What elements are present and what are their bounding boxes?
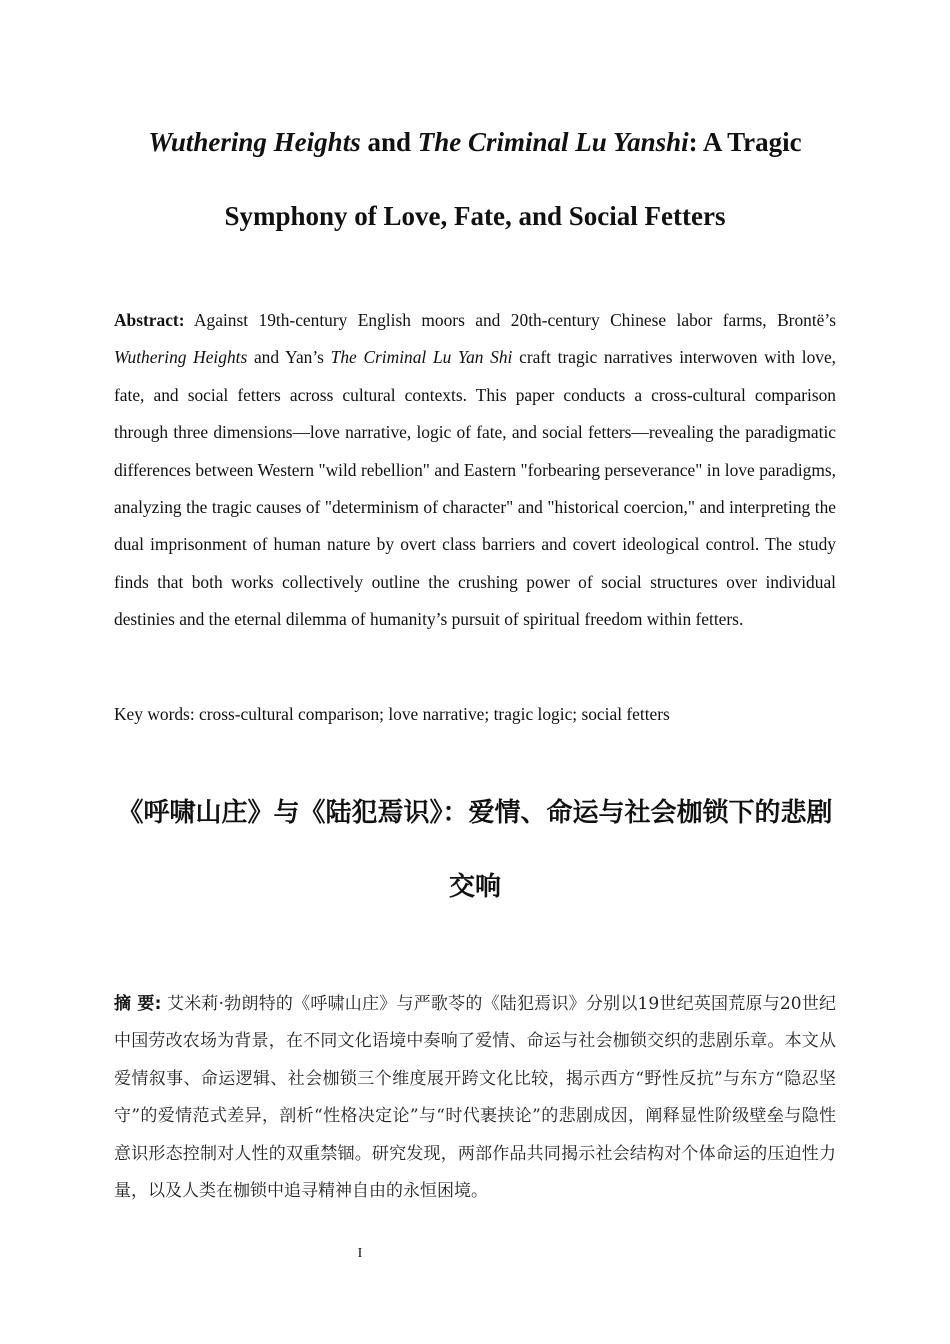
abstract-work-2: The Criminal Lu Yan Shi [330,347,513,368]
english-title-work-1: Wuthering Heights [148,127,361,157]
abstract-text-3: craft tragic narratives interwoven with love, fate, and social fetters across cultural contexts. This paper conducts a cross-cultural comparison through three dimensions—love narrative, logic of fate, and social fetters—revealing the paradigmatic differences between Western "wild rebellion" and Eastern "forbearing perseverance" in love paradigms, analyzing the tragic causes of "determinism of character" and "historical coercion," and interpreting the dual imprisonment of human nature by overt class barriers and covert ideological control. The study finds that both works collectively outline the crushing power of social structures over individual destinies and the eternal dilemma of humanity’s pursuit of spiritual freedom within fetters. [114,347,837,630]
chinese-abstract [114,986,836,1210]
abstract-text-1: Against 19th-century English moors and 20th-century Chinese labor farms, Brontë’s [184,310,836,330]
english-title [100,105,850,253]
english-abstract [114,302,836,639]
chinese-abstract-text: 艾米莉·勃朗特的《呼啸山庄》与严歌苓的《陆犯焉识》分别以19世纪英国荒原与20世纪中国劳改农场为背景，在不同文化语境中奏响了爱情、命运与社会枷锁交织的悲剧乐章。本文从爱情叙事、命运逻辑、社会枷锁三个维度展开跨文化比较，揭示西方“野性反抗”与东方“隐忍坚守”的爱情范式差异，剖析“性格决定论”与“时代裹挟论”的悲剧成因，阐释显性阶级壁垒与隐性意识形态控制对人性的双重禁锢。研究发现，两部作品共同揭示社会结构对个体命运的压迫性力量，以及人类在枷锁中追寻精神自由的永恒困境。 [114,994,836,1202]
english-title-subtitle: : A Tragic Symphony of Love, Fate, and Social Fetters [224,127,802,231]
chinese-title: 《呼啸山庄》与《陆犯焉识》：爱情、命运与社会枷锁下的悲剧交响 [117,798,833,902]
abstract-work-1: Wuthering Heights [114,347,248,368]
english-title-work-2: The Criminal Lu Yanshi [417,127,689,157]
abstract-text-2: and Yan’s [247,347,331,368]
english-keywords: Key words: cross-cultural comparison; love narrative; tragic logic; social fetters [114,704,670,724]
page-number: I [357,1246,363,1261]
chinese-abstract-label: 摘 要: [114,994,162,1014]
english-title-conjunction: and [360,127,418,157]
abstract-label: Abstract: [114,310,185,330]
